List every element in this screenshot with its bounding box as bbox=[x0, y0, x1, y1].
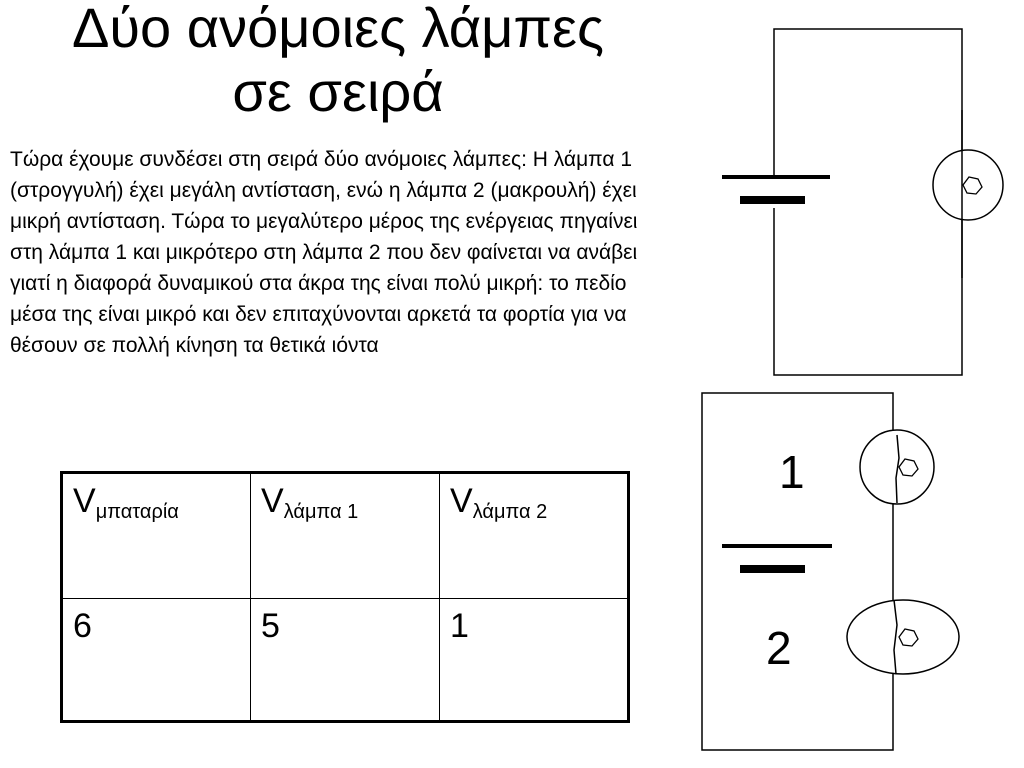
value-cell-lamp1-voltage: 5 bbox=[251, 599, 440, 722]
round-lamp-1-icon bbox=[860, 430, 934, 504]
lamp-2-label: 2 bbox=[766, 622, 792, 674]
header-cell-lamp1-voltage: $V_{\lambda ά\mu\pi\alpha 1}$ bbox=[251, 473, 440, 599]
value-cell-lamp2-voltage: 1 bbox=[440, 599, 629, 722]
title-line-2: σε σειρά bbox=[232, 60, 444, 123]
single-circuit-lamp-icon bbox=[933, 110, 1003, 278]
value-cell-battery-voltage: 6 bbox=[62, 599, 251, 722]
single-lamp-circuit bbox=[722, 29, 1003, 375]
lamp-1-label: 1 bbox=[779, 446, 805, 498]
title-line-1: Δύο ανόμοιες λάμπες bbox=[72, 0, 604, 59]
oval-lamp-2-icon bbox=[847, 600, 959, 674]
header-cell-battery-voltage: $V_{\mu\pi\alpha\tau\alpha\rho ί\alpha}$ bbox=[62, 473, 251, 599]
two-lamp-series-circuit bbox=[702, 393, 959, 750]
header-cell-lamp2-voltage: $V_{\lambda ά\mu\pi\alpha 2}$ bbox=[440, 473, 629, 599]
description-text: Τώρα έχουμε συνδέσει στη σειρά δύο ανόμοιες λάμπες: Η λάμπα 1 (στρογγυλή) έχει μεγάλη αντίσταση, ενώ η λάμπα 2 (μακρουλή) έχει μικρή αντίσταση. Τώρα το μεγαλύτερο μέρος της ενέργειας πηγαίνει στη λάμπα 1 και μικρότερο στη λάμπα 2 που δεν φαίνεται να ανάβει γιατί η διαφορά δυναμικού στα άκρα της είναι πολύ μικρή: το πεδίο μέσα της είναι μικρό και δεν επιταχύνονται αρκετά τα φορτία για να θέσουν σε πολλή κίνηση τα θετικά ιόντα bbox=[10, 148, 638, 357]
